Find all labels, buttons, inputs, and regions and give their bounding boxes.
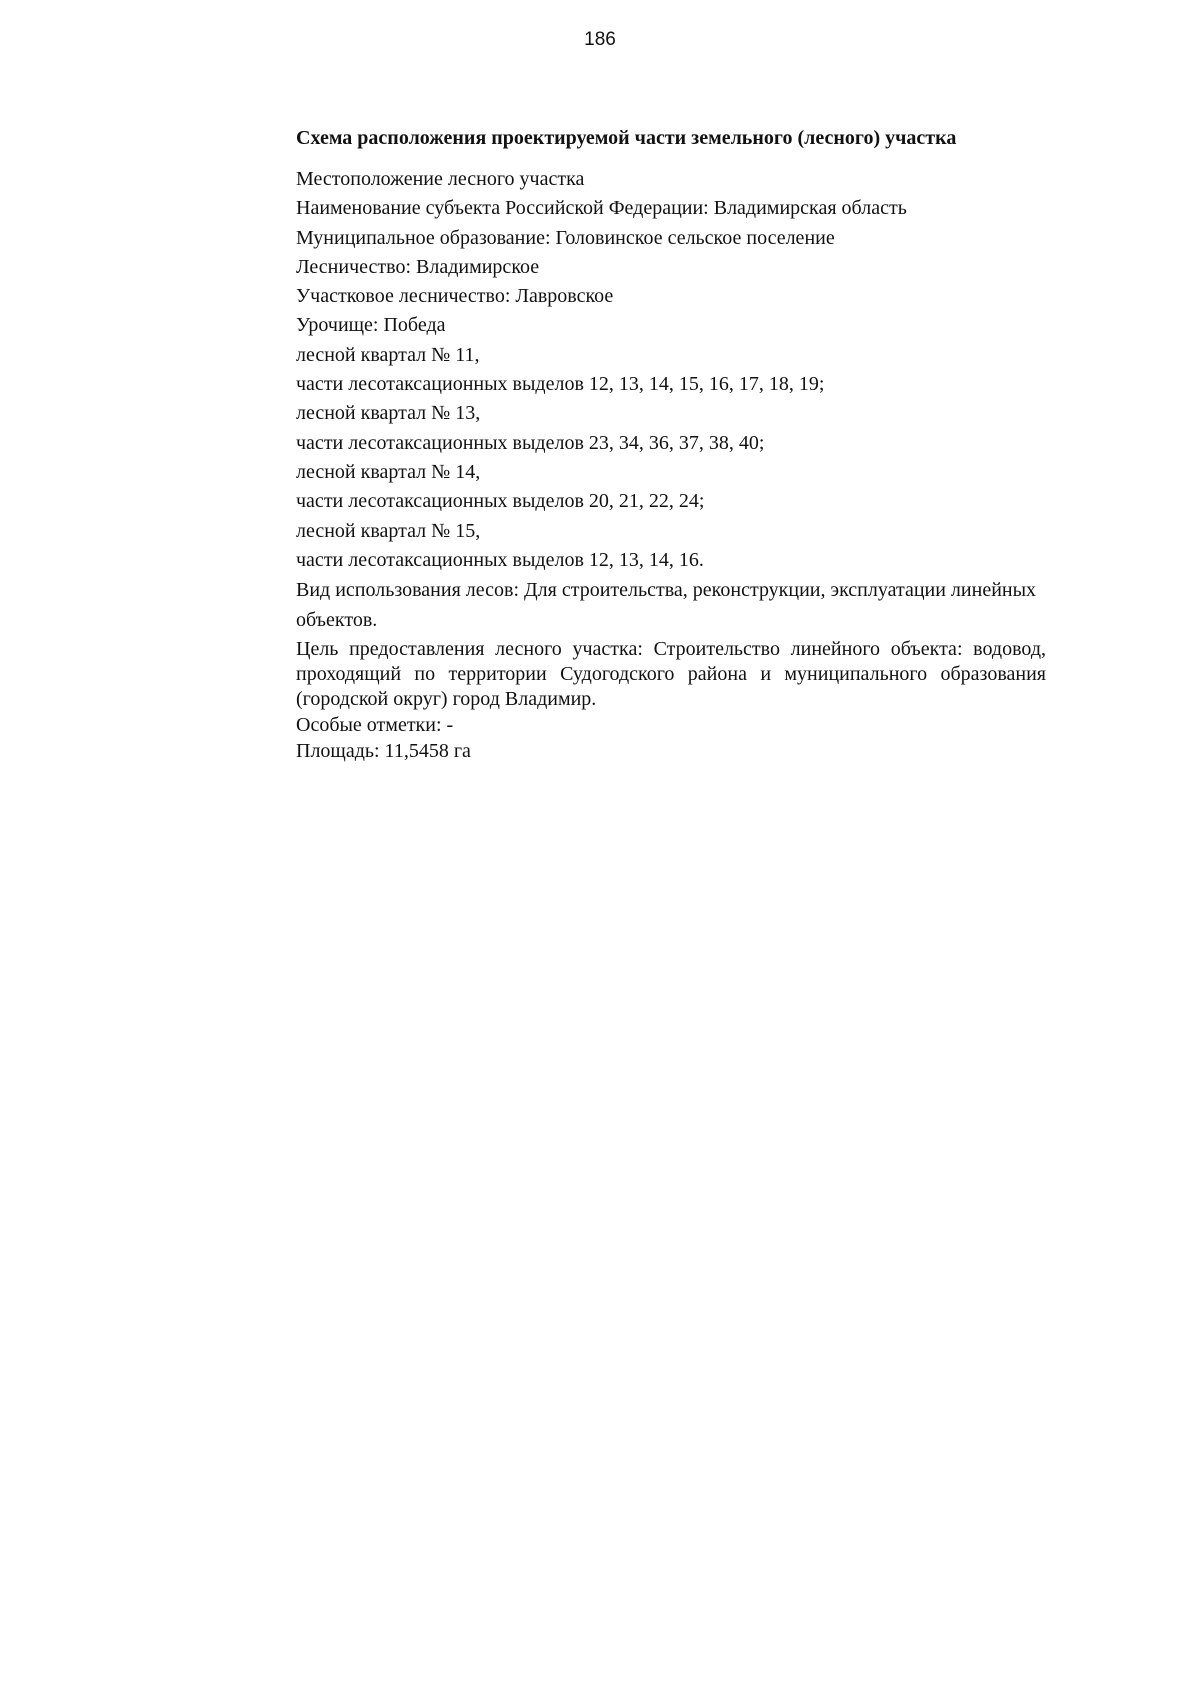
location-heading: Местоположение лесного участка (296, 168, 585, 190)
federal-subject: Наименование субъекта Российской Федерации: Владимирская область (296, 197, 907, 220)
municipality: Муниципальное образование: Головинское сельское поселение (296, 226, 835, 249)
forest-sections: части лесотаксационных выделов 12, 13, 14, 16. (296, 548, 704, 571)
area-value: Площадь: 11,5458 га (296, 740, 471, 763)
forest-quarter: лесной квартал № 14, (296, 460, 481, 483)
forest-sections: части лесотаксационных выделов 23, 34, 36, 37, 38, 40; (296, 431, 765, 454)
purpose-paragraph: Цель предоставления лесного участка: Строительство линейного объекта: водовод, проходящий по территории Судогодского района и муниципального образования (городской округ) город Владимир. (296, 638, 1046, 711)
forest-use-type: Вид использования лесов: Для строительства, реконструкции, эксплуатации линейных объектов. (296, 579, 1037, 632)
district-forestry: Участковое лесничество: Лавровское (296, 285, 614, 308)
forest-sections: части лесотаксационных выделов 12, 13, 14, 15, 16, 17, 18, 19; (296, 373, 825, 396)
forestry: Лесничество: Владимирское (296, 255, 540, 278)
special-notes: Особые отметки: - (296, 714, 454, 737)
location-details (296, 165, 1046, 635)
document-body (296, 125, 1046, 764)
forest-sections: части лесотаксационных выделов 20, 21, 22, 24; (296, 490, 705, 513)
document-footer-fields (296, 712, 1046, 764)
page-number: 186 (584, 29, 616, 50)
forest-quarter: лесной квартал № 11, (296, 343, 480, 366)
tract: Урочище: Победа (296, 314, 446, 337)
document-title: Схема расположения проектируемой части земельного (лесного) участка (296, 127, 957, 149)
forest-quarter: лесной квартал № 15, (296, 519, 481, 542)
forest-quarter: лесной квартал № 13, (296, 402, 481, 425)
